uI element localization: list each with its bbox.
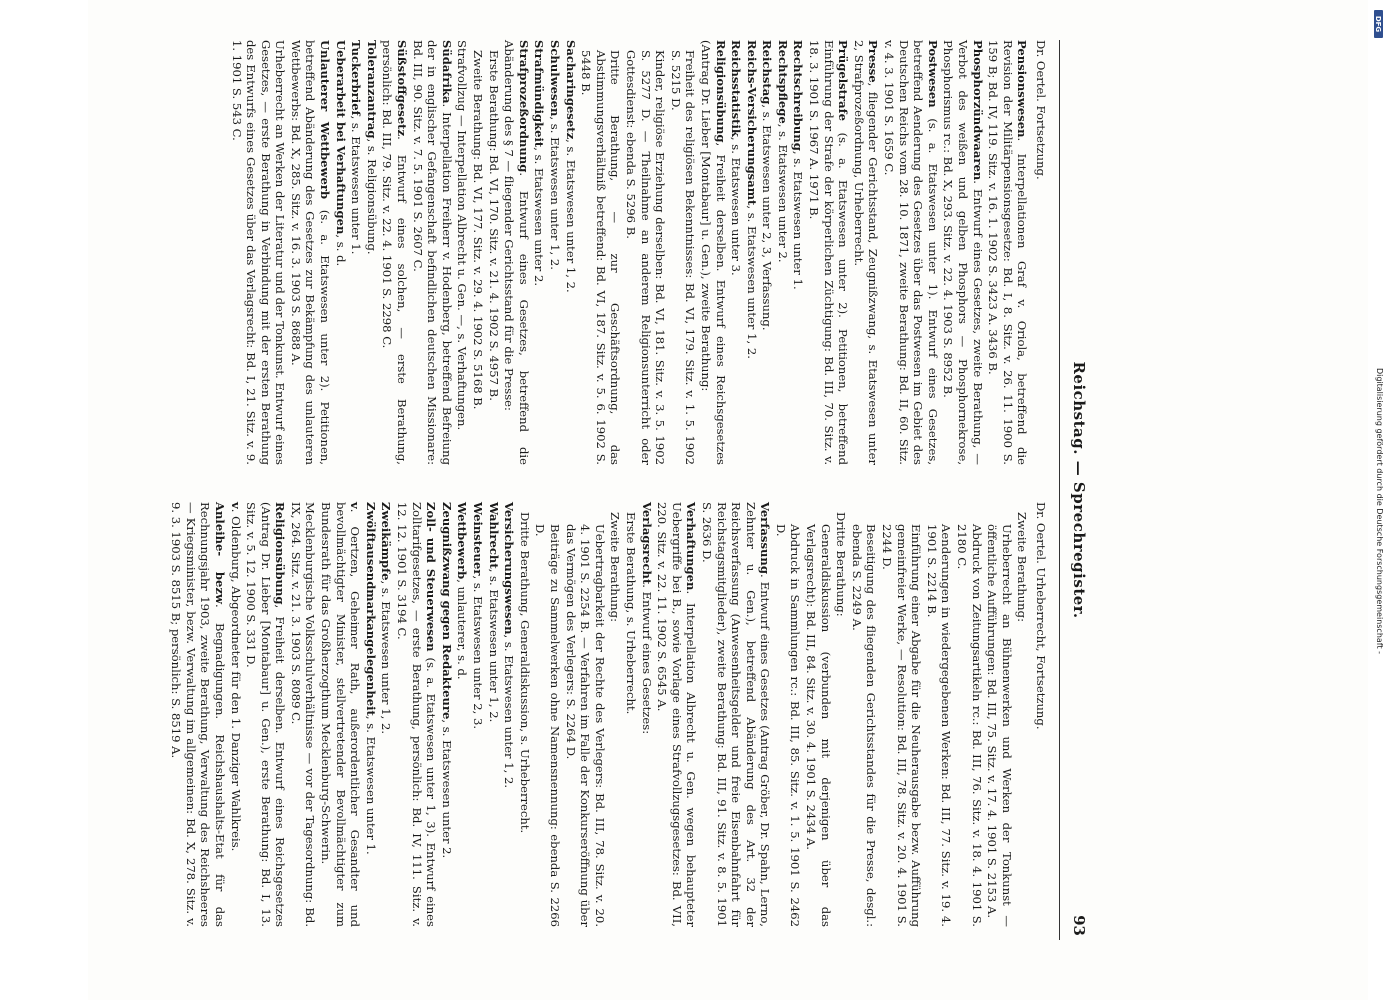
register-entry: Strafvollzug — Interpellation Albrecht u. Gen. —, s. Verhaftungen.: [455, 40, 470, 431]
register-entry: Abdruck von Zeitungsartikeln rc.: Bd. III, 76. Sitz. v. 18. 4. 1901 S. 2180 C.: [955, 524, 984, 927]
register-entry: Pensionswesen. Interpellationen Graf v. Oriola, betreffend die Revision der Militärpensionsgesetze: Bd. I, 8. Sitz. v. 26. 11. 1900 S. 159 B; Bd. IV, 119. Sitz. v. 16. 1. 1902 S. 3423 A. 3436 B.: [986, 40, 1030, 465]
register-entry: Mecklenburgische Volksschulverhältnisse — vor der Tagesordnung: Bd. IX, 264. Sitz. v. 21. 3. 1903 S. 8089 C.: [288, 502, 318, 927]
register-entry: Uebertragbarkeit der Rechte des Verlegers: Bd. III, 78. Sitz. v. 20. 4. 1901 S. 2254 B. — Verfahren im Falle der Konkurseröffnung über das Vermögen des Verlegers: S. 2264 D.: [563, 524, 607, 927]
header-rule: [1059, 40, 1060, 940]
side-margin: [1374, 6, 1383, 996]
register-entry: Versicherungswesen, s. Etatswesen unter 1, 2.: [502, 502, 517, 789]
register-entry: Dritte Berathung:: [834, 512, 849, 617]
register-entry: Zweikämpfe, s. Etatswesen unter 1, 2.: [379, 502, 394, 735]
register-entry: Freiheit des religiösen Bekenntnisses: Bd. VI, 179. Sitz. v. 1. 5. 1902 S. 5215 D.: [668, 50, 698, 465]
register-entry: Zeugnißzwang gegen Redakteure, s. Etatswesen unter 2.: [439, 502, 454, 859]
register-entry: Südafrika. Interpellation Freiherr v. Hodenberg, betreffend Befreiung der in englischer Gefangenschaft befindlichen deutschen Missionare: Bd. III, 90. Sitz. v. 7. 5. 1901 S. 2607 C.: [410, 40, 454, 465]
register-entry: Prügelstrafe (s. a. Etatswesen unter 2). Petitionen, betreffend Einführung der Strafe der körperlichen Züchtigung: Bd. III, 70. Sitz. v. 18. 3. 1901 S. 1967 A. 1971 B.: [807, 40, 851, 465]
register-entry: Aenderungen in wiedergegebenen Werken: Bd. III, 77. Sitz. v. 19. 4. 1901 S. 2214 B.: [924, 524, 954, 927]
register-entry: v. Oertzen, Geheimer Rath, außerordentlicher Gesandter und bevollmächtigter Minister, stellvertretender Bevollmächtigter zum Bundesrath für das Großherzogthum Mecklenburg-Schwerin.: [319, 502, 363, 927]
register-entry: Dritte Berathung, — zur Geschäftsordnung, das Abstimmungsverhältniß betreffend: Bd. VI, 187. Sitz. v. 5. 6. 1902 S. 5448 B.: [579, 50, 623, 465]
running-header: [1058, 40, 1088, 940]
register-entry: Toleranzantrag, s. Religionsübung.: [364, 40, 379, 255]
right-column: [168, 502, 1048, 927]
register-entry: v. Oldenburg, Abgeordneter für den 1. Danziger Wahlkreis.: [228, 502, 243, 852]
page-number: 93: [1070, 915, 1088, 936]
register-entry: Erste Berathung: Bd. VI, 170. Sitz. v. 21. 4. 1902 S. 4957 B.: [486, 50, 501, 401]
register-entry: Dritte Berathung, Generaldiskussion, s. Urheberrecht.: [517, 512, 532, 834]
register-entry: Generaldiskussion (verbunden mit derjenigen über das Verlagsrecht): Bd. III, 84. Sitz. v. 30. 4. 1901 S. 2434 A.: [804, 524, 833, 927]
rotated-page: [148, 40, 1088, 940]
register-entry: Urheberrecht an Werken der Literatur und der Tonkunst. Entwurf eines Gesetzes, — erste Berathung in Verbindung mit der ersten Berathung des Entwurfs eines Gesetzes über das Verlagsrecht: Bd. I, 21. Sitz. v. 9. 1. 1901 S. 543 C.: [229, 40, 288, 465]
register-entry: Anleihe- bezw. Begnadigungen. Reichshaushalts-Etat für das Rechnungsjahr 1903, zweite Berathung, Verwaltung des Reichsheeres — Kriegsminister, bezw. Verwaltung im allgemeinen: Bd. X, 278. Sitz. v. 9. 3. 1903 S. 8515 B; persönlich: S. 8519 A.: [169, 502, 227, 928]
register-entry: Religionsübung, Freiheit derselben. Entwurf eines Reichsgesetzes (Antrag Dr. Lieber [Montabaur] u. Gen.), zweite Berathung:: [698, 40, 728, 465]
register-entry: Religionsübung, Freiheit derselben. Entwurf eines Reichsgesetzes (Antrag Dr. Lieber [Montabaur] u. Gen.), erste Berathung: Bd. I, 13. Sitz. v. 5. 12. 1900 S. 331 D.: [244, 502, 288, 927]
register-entry: Rechtschreibung, s. Etatswesen unter 1.: [791, 40, 806, 290]
register-entry: Zoll- und Steuerwesen (s. a. Etatswesen unter 1, 3). Entwurf eines Zolltarifgesetzes, — erste Berathung, persönlich: Bd. IV, 111. Sitz. v. 12. 12. 1901 S. 3194 C.: [395, 502, 439, 927]
register-entry: Verlagsrecht. Entwurf eines Gesetzes:: [639, 502, 654, 735]
register-entry: Erste Berathung, s. Urheberrecht.: [623, 512, 638, 715]
digitization-credit: Digitalisierung gefördert durch die Deutsche Forschungsgemeinschaft -: [1375, 367, 1384, 655]
register-entry: Süßstoffgesetz. Entwurf eines solchen, — erste Berathung, persönlich: Bd. III, 79. Sitz. v. 22. 4. 1901 S. 2298 C.: [380, 40, 410, 465]
register-entry: Zwölftausendmarkangelegenheit, s. Etatswesen unter 1.: [363, 502, 378, 855]
register-entry: Strafprozeßordnung. Entwurf eines Gesetzes, betreffend die Abänderung des § 7 — fliegender Gerichtsstand für die Presse:: [502, 40, 531, 465]
register-entry: Kinder, religiöse Erziehung derselben: Bd. VI, 181. Sitz. v. 3. 5. 1902 S. 5277 D. — Theilnahme an anderem Religionsunterricht oder Gottesdienst: ebenda S. 5296 B.: [623, 50, 668, 465]
register-entry: Reichs-Versicherungsamt, s. Etatswesen unter 1, 2.: [744, 40, 759, 359]
dfg-logo: DFG: [1374, 10, 1383, 38]
scanned-page: [88, 0, 1368, 1000]
register-entry: Postwesen (s. a. Etatswesen unter 1). Entwurf eines Gesetzes, betreffend Aenderung des Gesetzes über das Postwesen im Gebiet des Deutschen Reichs vom 28. 10. 1871, zweite Berathung: Bd. II, 60. Sitz. v. 4. 3. 1901 S. 1659 C.: [882, 40, 940, 466]
register-entry: Verhaftungen. Interpellation Albrecht u. Gen. wegen behaupteter Uebergriffe bei B., sowie Vorlage eines Strafvollzugsgesetzes: Bd. VII, 220. Sitz. v. 22. 11. 1902 S. 6545 A.: [655, 502, 699, 927]
register-entry: Reichstag, s. Etatswesen unter 2, 3, Verfassung.: [760, 40, 775, 331]
register-entry: Abdruck in Sammlungen rc.: Bd. III, 85. Sitz. v. 1. 5. 1901 S. 2462 D.: [773, 524, 803, 927]
register-entry: Beseitigung des fliegenden Gerichtsstandes für die Presse, desgl.: ebenda S. 2249 A.: [849, 524, 879, 927]
register-entry: Strafmündigkeit, s. Etatswesen unter 2.: [532, 40, 547, 287]
register-entry: Ueberarbeit bei Verhaftungen, s. d.: [333, 40, 348, 267]
register-entry: Zweite Berathung:: [608, 512, 623, 622]
register-entry: Reichsstatistik, s. Etatswesen unter 3.: [729, 40, 744, 276]
register-entry: Unlauterer Wettbewerb (s. a. Etatswesen unter 2). Petitionen, betreffend Abänderung des Gesetzes zur Bekämpfung des unlauteren Wettbewerbs: Bd. X, 285. Sitz. v. 16. 3. 1903 S. 8688 A.: [288, 40, 333, 465]
register-entry: Sacharingesetz, s. Etatswesen unter 1, 2.: [563, 40, 578, 293]
register-entry: Urheberrecht an Bühnenwerken und Werken der Tonkunst — öffentliche Aufführungen: Bd. III, 75. Sitz. v. 17. 4. 1901 S. 2153 A.: [985, 524, 1014, 927]
left-column: [228, 40, 1048, 465]
register-entry: Einführung einer Abgabe für die Neuherausgabe bezw. Aufführung gemeinfreier Werke, — Resolution: Bd. III, 78. Sitz. v. 20. 4. 1901 S. 2244 D.: [880, 524, 924, 927]
header-title: Reichstag. — Sprechregister.: [1070, 361, 1088, 619]
register-entry: Wahlrecht, s. Etatswesen unter 1, 2.: [486, 502, 501, 723]
register-entry: Schulwesen, s. Etatswesen unter 1, 2.: [548, 40, 562, 270]
register-entry: Phosphorzündwaaren. Entwurf eines Gesetzes, zweite Berathung, — Verbot des weißen und gelben Phosphors — Phosphornekrose, Phosphorismus rc.: Bd. X, 293. Sitz. v. 22. 4. 1903 S. 8952 B.: [941, 40, 985, 465]
register-entry: Weinsteuer, s. Etatswesen unter 2, 3.: [471, 502, 486, 730]
column-heading: Dr. Oertel. Fortsetzung.: [1034, 40, 1048, 180]
register-entry: Tuckerbrief, s. Etatswesen unter 1.: [349, 40, 364, 255]
register-entry: Zweite Berathung: Bd. VI, 177. Sitz. v. 29. 4. 1902 S. 5168 B.: [471, 50, 486, 410]
column-heading: Dr. Oertel. Urheberrecht, Fortsetzung.: [1034, 502, 1048, 730]
register-entry: Zweite Berathung:: [1015, 512, 1030, 622]
register-entry: Verfassung. Entwurf eines Gesetzes (Antrag Gröber, Dr. Spahn, Lerno, Zehnter u. Gen.), betreffend Abänderung des Art. 32 der Reichsverfassung (Anwesenheitsgelder und freie Eisenbahnfahrt für Reichstagsmitglieder), zweite Berathung: Bd. III, 91. Sitz. v. 8. 5. 1901 S. 2636 D.: [699, 502, 773, 927]
register-entry: Wettbewerb, unlauterer, s. d.: [455, 502, 470, 680]
register-entry: Presse, fliegender Gerichtsstand, Zeugnißzwang, s. Etatswesen unter 2, Strafprozeßordnung, Urheberrecht.: [851, 40, 881, 465]
register-entry: Beiträge zu Sammelwerken ohne Namensnennung: ebenda S. 2266 D.: [533, 524, 562, 927]
register-entry: Rechtspflege, s. Etatswesen unter 2.: [775, 40, 790, 263]
